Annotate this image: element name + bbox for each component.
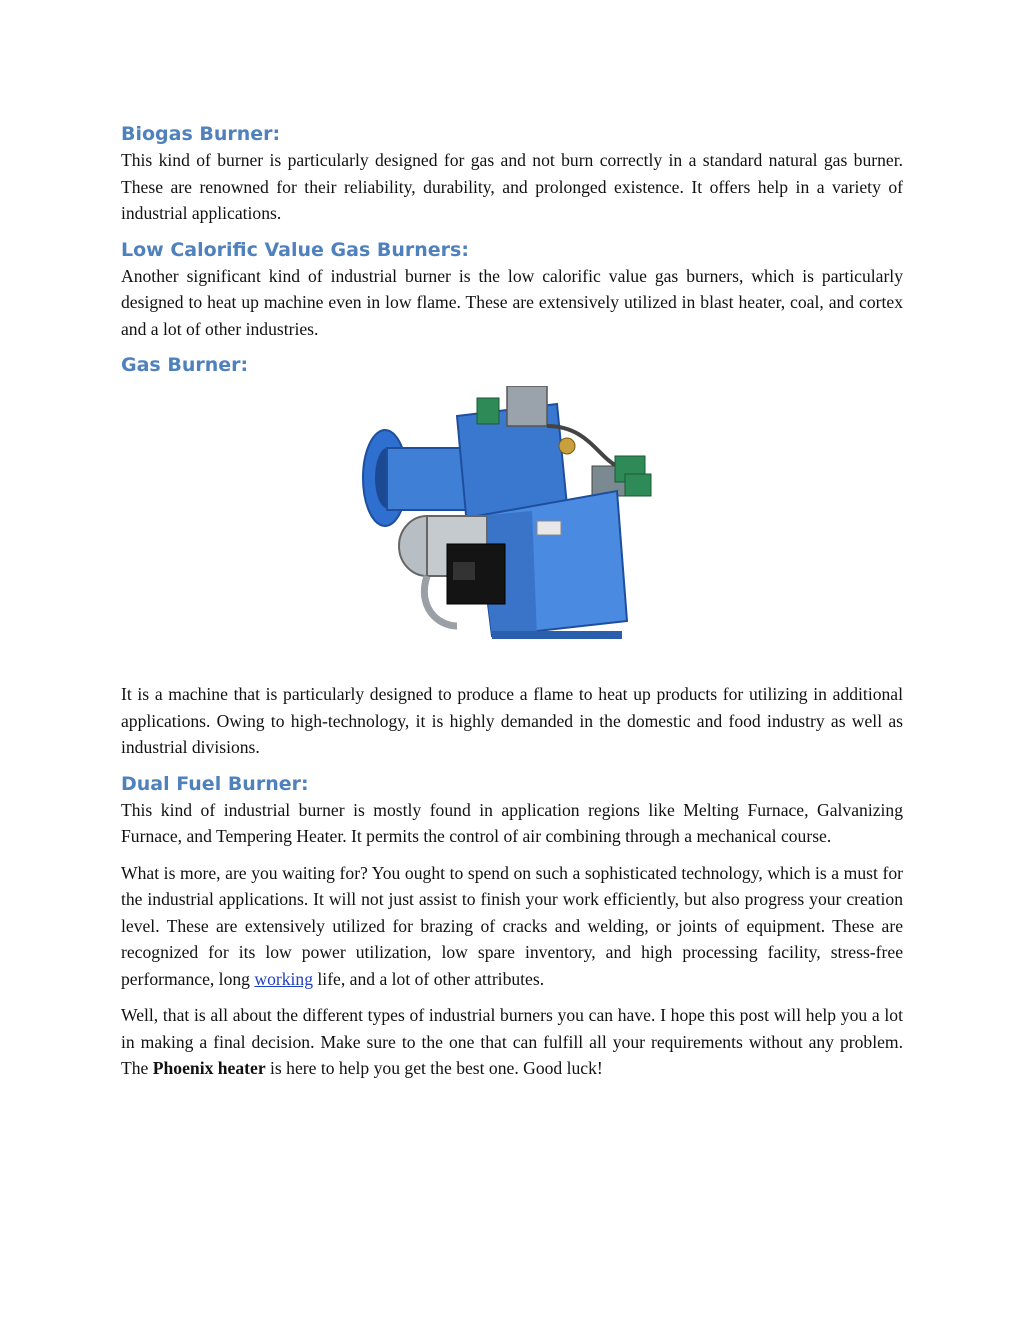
paragraph-low-calorific: Another significant kind of industrial burner is the low calorific value gas burners, which is particularly designed to heat up machine even in low flame. These are extensively utilized in blast heater, coal, and cortex and a lot of other industries. (121, 265, 903, 339)
page-content (121, 121, 903, 1092)
heading-gas: Gas Burner: (121, 354, 249, 376)
section-gas (121, 352, 903, 761)
paragraph-closing-2 (121, 1002, 903, 1082)
working-link[interactable]: working (254, 968, 314, 989)
section-biogas (121, 121, 903, 227)
section-dual-fuel (121, 771, 903, 850)
paragraph-biogas: This kind of burner is particularly designed for gas and not burn correctly in a standard natural gas burner. These are renowned for their reliability, durability, and prolonged existence. It offers help in a variety of industrial applications. (121, 150, 903, 223)
gas-burner-illustration (357, 386, 657, 656)
phoenix-heater-bold: Phoenix heater (152, 1058, 266, 1078)
heading-biogas: Biogas Burner: (121, 123, 281, 145)
closing-1-text-a: What is more, are you waiting for? You ought to spend on such a sophisticated technology, which is a must for the industrial applications. It will not just assist to finish your work efficiently, but also progress your creation level. These are extensively utilized for brazing of cracks and welding, or joints of equipment. These are recognized for its low power utilization, low spare inventory, and high processing facility, stress-free performance, long (121, 862, 903, 989)
paragraph-gas: It is a machine that is particularly designed to produce a flame to heat up products for utilizing in additional applications. Owing to high-technology, it is highly demanded in the domestic and food industry as well as industrial divisions. (121, 684, 903, 757)
closing-2-text-a: Well, that is all about the different types of industrial burners you can have. I hope this post will help you a lot in making a final decision. Make sure to the one that can fulfill all your requirements without any problem. The (121, 1005, 903, 1078)
closing-1-text-b: life, and a lot of other attributes. (313, 968, 545, 989)
section-low-calorific (121, 237, 903, 343)
gas-burner-image (121, 384, 903, 670)
paragraph-dual-fuel: This kind of industrial burner is mostly found in application regions like Melting Furnace, Galvanizing Furnace, and Tempering Heater. It permits the control of air combining through a mechanical course. (121, 799, 903, 846)
heading-low-calorific: Low Calorific Value Gas Burners: (121, 238, 469, 261)
closing-2-text-b: is here to help you get the best one. Good luck! (265, 1058, 603, 1078)
heading-dual-fuel: Dual Fuel Burner: (121, 772, 309, 795)
paragraph-closing-1 (121, 860, 903, 993)
